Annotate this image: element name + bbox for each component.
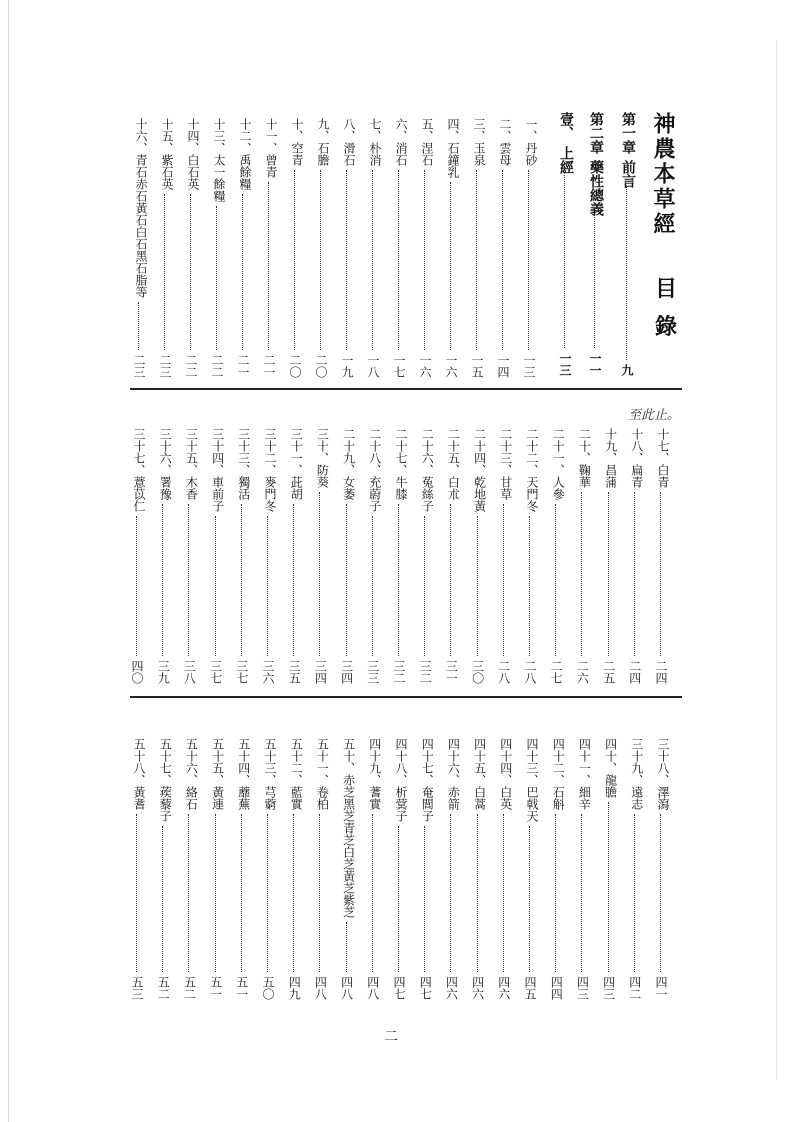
dot-leader [477, 814, 478, 972]
dot-leader [346, 504, 347, 656]
toc-entry-label: 五十二、藍實 [289, 738, 304, 810]
toc-entry-page: 一四 [496, 354, 510, 378]
toc-entry-page: 五〇 [261, 976, 275, 1000]
toc-entry [523, 118, 537, 378]
toc-entry [576, 428, 590, 684]
toc-entry-page: 四五 [523, 976, 537, 1000]
dot-leader [136, 516, 137, 656]
chapter-entry [589, 112, 603, 376]
dot-leader [319, 814, 320, 972]
dot-leader [398, 170, 399, 350]
toc-entry [236, 428, 250, 684]
toc-entry [183, 738, 197, 1000]
chapter-name: 上經 [558, 146, 574, 174]
toc-entry-page: 五二 [156, 976, 171, 1000]
chapter-page: 一一 [588, 352, 602, 376]
toc-entry-page: 三八 [182, 660, 197, 684]
toc-entry [131, 738, 145, 1000]
toc-entry-label: 五十六、絡石 [184, 738, 199, 810]
toc-entry-page: 二二 [210, 354, 224, 378]
chapter-name: 藥性總義 [588, 160, 604, 216]
toc-entry [524, 428, 538, 684]
dot-leader [594, 214, 595, 348]
toc-entry-label: 四十二、石斛 [551, 738, 566, 810]
toc-entry-label: 四十六、赤箭 [446, 738, 461, 810]
toc-entry-label: 五十一、卷柏 [315, 738, 330, 810]
toc-entry-label: 十三、太一餘糧 [212, 118, 226, 202]
toc-entry-label: 十九、昌蒲 [603, 428, 618, 488]
dot-leader [477, 516, 478, 656]
toc-entry-page: 五一 [208, 976, 223, 1000]
dot-leader [450, 814, 451, 972]
dot-leader [529, 826, 530, 972]
dot-leader [660, 814, 661, 972]
dot-leader [424, 170, 425, 350]
toc-entry-label: 五十五、黃連 [210, 738, 225, 810]
toc-entry-page: 一七 [392, 354, 406, 378]
dot-leader [346, 170, 347, 350]
toc-entry [211, 118, 225, 378]
toc-entry-page: 四三 [601, 976, 616, 1000]
toc-entry [550, 428, 564, 684]
toc-entry-page: 四八 [339, 976, 354, 1000]
dot-leader [320, 170, 321, 350]
toc-entry-label: 十七、白青 [656, 428, 670, 488]
toc-entry [655, 428, 669, 684]
toc-entry-label: 二十、鞠華 [577, 428, 592, 488]
toc-entry-label: 三十二、麥門冬 [263, 428, 277, 512]
toc-entry [183, 428, 197, 684]
toc-entry-page: 一三 [522, 354, 536, 378]
scan-edge-right [776, 40, 777, 1080]
toc-entry [185, 118, 199, 378]
dot-leader [502, 170, 503, 350]
toc-entry [367, 428, 381, 684]
toc-entry-page: 五二 [182, 976, 197, 1000]
toc-entry [263, 118, 277, 378]
toc-entry-page: 三五 [287, 660, 302, 684]
toc-entry [157, 738, 171, 1000]
title-mu-char: 目 [655, 276, 678, 302]
toc-entry [236, 738, 250, 1000]
toc-entry-label: 九、石膽 [316, 118, 330, 166]
toc-entry-label: 二十四、乾地黃 [472, 428, 487, 512]
toc-entry-label: 五十、赤芝黑芝青芝白芝黃芝紫芝 [341, 738, 356, 918]
toc-entry-label: 三十七、薏苡仁 [132, 428, 146, 512]
dot-leader [138, 302, 139, 350]
toc-entry [655, 738, 669, 1000]
toc-entry-label: 二十六、菟絲子 [420, 428, 435, 512]
dot-leader [293, 814, 294, 972]
toc-entry-page: 二三 [158, 354, 172, 378]
chapter-label: 壹、 [558, 112, 574, 140]
toc-entry-page: 一六 [444, 354, 458, 378]
dot-leader [162, 826, 163, 972]
toc-entry-label: 四、石鐘乳 [446, 118, 460, 178]
toc-entry [262, 428, 276, 684]
toc-entry [288, 738, 302, 1000]
divider-top [130, 388, 682, 390]
toc-entry-label: 三十九、遠志 [629, 738, 644, 810]
dot-leader [136, 814, 137, 972]
toc-entry-page: 二〇 [314, 354, 328, 378]
toc-entry-label: 一、丹砂 [524, 118, 538, 166]
toc-entry-label: 五十七、蒺藜子 [158, 738, 173, 822]
toc-entry [341, 428, 355, 684]
dot-leader [164, 194, 165, 350]
toc-entry-label: 三十三、獨活 [236, 428, 251, 500]
toc-entry-page: 五一 [234, 976, 249, 1000]
toc-entry-page: 四九 [287, 976, 302, 1000]
toc-entry-label: 四十七、奄閭子 [420, 738, 435, 822]
dot-leader [398, 504, 399, 656]
dot-leader [372, 516, 373, 656]
toc-entry [419, 428, 433, 684]
toc-entry-page: 二一 [262, 354, 276, 378]
toc-entry-label: 十六、青石赤石黃石白石黑石脂等 [134, 118, 148, 298]
toc-entry-label: 四十四、白英 [498, 738, 513, 810]
toc-entry-label: 八、滑石 [342, 118, 356, 166]
dot-leader [293, 504, 294, 656]
page-number: 二 [384, 1029, 398, 1045]
dot-leader [294, 170, 295, 350]
toc-entry [210, 428, 224, 684]
toc-entry-page: 二八 [523, 660, 537, 684]
toc-entry [289, 118, 303, 378]
toc-entry-page: 一八 [366, 354, 380, 378]
toc-entry [288, 428, 302, 684]
toc-entry-page: 四三 [575, 976, 590, 1000]
toc-entry-page: 二〇 [288, 354, 302, 378]
chapter-entry [559, 112, 573, 376]
toc-entry-label: 四十一、細辛 [577, 738, 592, 810]
toc-entry-label: 四十八、析蓂子 [394, 738, 408, 822]
dot-leader [215, 516, 216, 656]
toc-entry-page: 三九 [156, 660, 171, 684]
dot-leader [581, 492, 582, 656]
toc-entry [497, 118, 511, 378]
toc-entry-label: 三十五、木香 [184, 428, 199, 500]
dot-leader [190, 194, 191, 350]
toc-entry-label: 二十一、人參 [551, 428, 566, 500]
toc-entry-label: 三十四、車前子 [210, 428, 225, 512]
toc-entry [629, 738, 643, 1000]
dot-leader [555, 504, 556, 656]
toc-entry-label: 三、玉泉 [472, 118, 486, 166]
toc-entry-page: 四〇 [130, 660, 144, 684]
toc-entry-label: 十八、扁青 [629, 428, 644, 488]
dot-leader [529, 516, 530, 656]
toc-entry [603, 738, 617, 1000]
toc-entry [159, 118, 173, 378]
toc-entry-page: 四七 [418, 976, 433, 1000]
dot-leader [450, 182, 451, 350]
toc-entry [210, 738, 224, 1000]
dot-leader [503, 504, 504, 656]
toc-entry-page: 一五 [470, 354, 484, 378]
toc-entry-label: 十五、紫石英 [160, 118, 174, 190]
dot-leader [555, 814, 556, 972]
dot-leader [215, 814, 216, 972]
toc-entry [445, 738, 459, 1000]
toc-entry [550, 738, 564, 1000]
toc-entry-page: 二一 [236, 354, 250, 378]
toc-entry-page: 三四 [339, 660, 354, 684]
dot-leader [346, 922, 347, 972]
toc-entry-page: 四一 [654, 976, 668, 1000]
divider-middle [130, 696, 682, 698]
chapter-name: 前言 [620, 160, 636, 188]
toc-entry-label: 四十五、白蒿 [472, 738, 487, 810]
toc-entry-page: 二六 [575, 660, 590, 684]
toc-entry [393, 118, 407, 378]
toc-entry-label: 七、朴消 [368, 118, 382, 166]
dot-leader [634, 492, 635, 656]
dot-leader [241, 504, 242, 656]
toc-entry-label: 六、消石 [394, 118, 408, 166]
toc-entry [393, 428, 407, 684]
toc-entry-label: 五十四、蘼蕪 [236, 738, 251, 810]
toc-entry-label: 四十、龍膽 [603, 738, 618, 798]
toc-entry [133, 118, 147, 378]
chapter-label: 第一章 [620, 112, 636, 154]
toc-entry-label: 五、涅石 [420, 118, 434, 166]
toc-entry [314, 738, 328, 1000]
dot-leader [528, 170, 529, 350]
toc-entry [367, 118, 381, 378]
toc-entry [237, 118, 251, 378]
toc-entry-page: 一九 [340, 354, 354, 378]
toc-entry-page: 四六 [444, 976, 459, 1000]
toc-entry-label: 二十五、白朮 [446, 428, 461, 500]
toc-entry-page: 三四 [313, 660, 328, 684]
dot-leader [476, 170, 477, 350]
toc-entry-label: 四十三、巴戟天 [525, 738, 539, 822]
toc-entry-label: 十、空青 [290, 118, 304, 166]
toc-entry-page: 三三 [365, 660, 380, 684]
dot-leader [424, 516, 425, 656]
toc-entry-label: 二十三、甘草 [498, 428, 513, 500]
toc-entry [419, 738, 433, 1000]
title-lu-char: 錄 [655, 314, 678, 340]
dot-leader [608, 802, 609, 972]
toc-entry [445, 118, 459, 378]
toc-entry-label: 二十八、充蔚子 [367, 428, 382, 512]
toc-entry [576, 738, 590, 1000]
toc-entry-page: 四四 [549, 976, 564, 1000]
toc-entry [419, 118, 433, 378]
toc-entry [603, 428, 617, 684]
toc-entry [498, 738, 512, 1000]
toc-entry-label: 二十九、女萎 [341, 428, 356, 500]
dot-leader [241, 814, 242, 972]
dot-leader [372, 814, 373, 972]
toc-entry [341, 738, 355, 1000]
dot-leader [372, 170, 373, 350]
dot-leader [626, 186, 627, 360]
dot-leader [660, 492, 661, 656]
dot-leader [564, 172, 565, 348]
toc-entry [472, 738, 486, 1000]
toc-entry-page: 二三 [132, 354, 146, 378]
toc-entry-page: 三七 [208, 660, 223, 684]
toc-entry-page: 四七 [392, 976, 406, 1000]
toc-entry-page: 四六 [470, 976, 485, 1000]
toc-entry [315, 118, 329, 378]
toc-entry-page: 二七 [549, 660, 564, 684]
toc-entry-page: 三二 [392, 660, 406, 684]
dot-leader [216, 206, 217, 350]
scan-edge-left [8, 0, 9, 1122]
toc-entry [524, 738, 538, 1000]
dot-leader [398, 826, 399, 972]
toc-entry-label: 五十三、芎藭 [263, 738, 277, 810]
toc-entry-label: 十一、曾青 [264, 118, 278, 178]
toc-entry-page: 四二 [627, 976, 642, 1000]
dot-leader [424, 826, 425, 972]
toc-entry [314, 428, 328, 684]
toc-entry-page: 三一 [444, 660, 459, 684]
dot-leader [267, 516, 268, 656]
toc-entry-page: 二二 [184, 354, 198, 378]
toc-entry-page: 三七 [234, 660, 249, 684]
toc-entry-label: 二十七、牛膝 [394, 428, 408, 500]
dot-leader [608, 492, 609, 656]
dot-leader [450, 504, 451, 656]
dot-leader [188, 504, 189, 656]
toc-entry-label: 三十、防葵 [315, 428, 330, 488]
toc-entry-label: 十二、禹餘糧 [238, 118, 252, 190]
toc-entry [471, 118, 485, 378]
chapter-page: 九 [620, 364, 634, 376]
toc-entry-page: 二八 [496, 660, 511, 684]
chapter-label: 第二章 [588, 112, 604, 154]
toc-entry-label: 二十二、天門冬 [525, 428, 539, 512]
toc-entry-label: 三十八、澤瀉 [656, 738, 670, 810]
toc-entry-label: 二、雲母 [498, 118, 512, 166]
dot-leader [319, 492, 320, 656]
toc-entry-page: 二五 [601, 660, 616, 684]
toc-entry-label: 十四、白石英 [186, 118, 200, 190]
dot-leader [188, 814, 189, 972]
toc-entry-page: 三六 [261, 660, 275, 684]
dot-leader [162, 504, 163, 656]
toc-entry [445, 428, 459, 684]
toc-entry [367, 738, 381, 1000]
chapter-page: 一三 [558, 352, 572, 376]
toc-entry-label: 三十一、茈胡 [289, 428, 304, 500]
toc-entry [393, 738, 407, 1000]
toc-entry [131, 428, 145, 684]
toc-entry [472, 428, 486, 684]
toc-entry [262, 738, 276, 1000]
dot-leader [503, 814, 504, 972]
toc-entry-page: 一六 [418, 354, 432, 378]
toc-entry-page: 四六 [496, 976, 511, 1000]
toc-entry-page: 三〇 [470, 660, 485, 684]
toc-entry-page: 四八 [313, 976, 328, 1000]
toc-entry-page: 四八 [365, 976, 380, 1000]
toc-entry-label: 三十六、署豫 [158, 428, 173, 500]
toc-entry-page: 二四 [654, 660, 668, 684]
toc-entry-label: 五十八、黃耆 [132, 738, 146, 810]
toc-entry-page: 三二 [418, 660, 433, 684]
toc-entry [341, 118, 355, 378]
dot-leader [268, 182, 269, 350]
toc-entry-page: 二四 [627, 660, 642, 684]
toc-entry-label: 四十九、蓍實 [367, 738, 382, 810]
page-title: 神農本草經 [650, 112, 676, 237]
toc-entry [498, 428, 512, 684]
handwritten-note: 至此止。 [628, 408, 681, 423]
dot-leader [581, 814, 582, 972]
chapter-entry [621, 112, 635, 376]
dot-leader [634, 814, 635, 972]
toc-entry [629, 428, 643, 684]
dot-leader [267, 814, 268, 972]
toc-entry-page: 五三 [130, 976, 144, 1000]
toc-entry [157, 428, 171, 684]
dot-leader [242, 194, 243, 350]
